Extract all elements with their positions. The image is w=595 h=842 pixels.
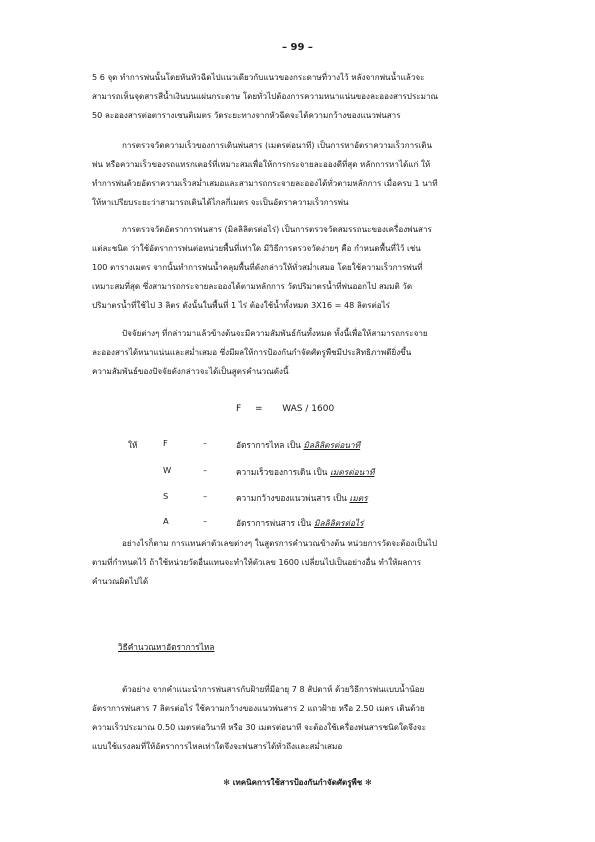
text-line: ความสัมพันธ์ของปัจจัยดังกล่าวจะได้เป็นสูตรคำนวณดังนี้ <box>92 366 289 376</box>
paragraph-spray-pattern <box>92 68 512 125</box>
text-line: ตามที่กำหนดไว้ ถ้าใช้หน่วยวัดอื่นแทนจะทำให้ตัวเลข 1600 เปลี่ยนไปเป็นอย่างอื่น ทำให้ผลการ <box>92 557 422 567</box>
flow-rate-formula <box>236 404 334 414</box>
definition-symbol: F <box>163 438 168 448</box>
definition-row <box>92 438 522 456</box>
text-line: คำนวณผิดไปได้ <box>92 576 149 586</box>
text-line: ปริมาตรน้ำที่ใช้ไป 3 ลิตร ดังนั้นในพื้นที่ 1 ไร่ ต้องใช้น้ำทั้งหมด 3X16 = 48 ลิตรต่อไร่ <box>92 300 390 310</box>
definition-symbol: A <box>163 516 169 526</box>
text-line: 50 ละอองสารต่อตารางเซนติเมตร วัดระยะทางจากหัวฉีดจะได้ความกว้างของแนวพ่นสาร <box>92 110 401 120</box>
definition-description: ความกว้างของแนวพ่นสาร เป็น <box>236 493 347 503</box>
text-line: ปัจจัยต่างๆ ที่กล่าวมาแล้วข้างต้นจะมีความสัมพันธ์กันทั้งหมด ทั้งนี้เพื่อให้สามารถกระจาย <box>122 328 428 338</box>
paragraph-relationship <box>92 324 512 381</box>
definition-symbol: S <box>163 491 169 501</box>
definition-row <box>92 516 522 534</box>
definition-row <box>92 491 522 509</box>
definition-text <box>236 438 360 452</box>
definition-dash: – <box>203 491 208 501</box>
definition-dash: – <box>203 516 208 526</box>
definition-symbol: W <box>163 465 172 475</box>
text-line: แต่ละชนิด ว่าใช้อัตราการพ่นต่อหน่วยพื้นที่เท่าใด มีวิธีการตรวจวัดง่ายๆ คือ กำหนดพื้นที่ไว้ เช่น <box>92 243 421 253</box>
formula-lhs: F <box>236 404 242 414</box>
text-line: ละอองสารได้หนาแน่นและสม่ำเสมอ ซึ่งมีผลให้การป้องกันกำจัดศัตรูพืชมีประสิทธิภาพดียิ่งขึ้น <box>92 347 412 357</box>
text-line: 100 ตารางเมตร จากนั้นทำการพ่นน้ำคลุมพื้นที่ดังกล่าวให้ทั่วสม่ำเสมอ โดยใช้ความเร็วการพ่นที่ <box>92 262 423 272</box>
definition-text <box>236 465 374 479</box>
page-footer: ✻ เทคนิคการใช้สารป้องกันกำจัดศัตรูพืช ✻ <box>223 778 372 787</box>
definition-description: อัตราการพ่นสาร เป็น <box>236 518 312 528</box>
paragraph-walking-speed <box>92 136 512 212</box>
definition-unit: เมตรต่อนาที <box>330 467 375 477</box>
definition-text <box>236 516 364 530</box>
section-heading: วิธีคำนวณหาอัตราการไหล <box>118 642 215 652</box>
text-line: 5 6 จุด ทำการพ่นนั้นโดยหันหัวฉีดไปแนวเดียวกับแนวของกระดาษที่วางไว้ หลังจากพ่นน้ำแล้วจะ <box>92 72 425 82</box>
definition-dash: – <box>203 465 208 475</box>
formula-rhs: WAS / 1600 <box>282 404 335 414</box>
text-line: สามารถเห็นจุดสารสีน้ำเงินบนแผ่นกระดาษ โดยทั่วไปต้องการความหนาแน่นของละอองสารประมาณ <box>92 91 439 101</box>
text-line: ความเร็วประมาณ 0.50 เมตรต่อวินาที หรือ 30 เมตรต่อนาที จะต้องใช้เครื่องพ่นสารชนิดใดจึงจะ <box>92 722 426 732</box>
text-line: อย่างไรก็ตาม การแทนค่าตัวเลขต่างๆ ในสูตรการคำนวณข้างต้น หน่วยการวัดจะต้องเป็นไป <box>122 538 438 548</box>
definition-text <box>236 491 368 505</box>
paragraph-units-note <box>92 534 512 591</box>
text-line: พ่น หรือความเร็วของรถแทรกเตอร์ที่เหมาะสมเพื่อให้การกระจายละอองดีที่สุด หลักการหาได้แก่ ให้ <box>92 159 431 169</box>
where-label: ให้ <box>128 440 138 450</box>
definition-row <box>92 465 522 483</box>
definition-description: ความเร็วของการเดิน เป็น <box>236 467 328 477</box>
text-line: ให้หาเปรียบระยะว่าสามารถเดินได้ไกลกี่เมตร จะเป็นอัตราความเร็วการพ่น <box>92 197 349 207</box>
paragraph-spray-rate <box>92 220 512 315</box>
text-line: ตัวอย่าง จากคำแนะนำการพ่นสารกับฝ้ายที่มีอายุ 7 8 สัปดาห์ ด้วยวิธีการพ่นแบบน้ำน้อย <box>122 684 425 694</box>
text-line: อัตราการพ่นสาร 7 ลิตรต่อไร่ ใช้ความกว้างของแนวพ่นสาร 2 แถวฝ้าย หรือ 2.50 เมตร เดินด้วย <box>92 703 425 713</box>
definition-unit: เมตร <box>349 493 368 503</box>
text-line: แบบใช้แรงลมที่ให้อัตราการไหลเท่าใดจึงจะพ่นสารได้ทั่วถึงและสม่ำเสมอ <box>92 741 343 751</box>
formula-equals: = <box>254 404 263 414</box>
text-line: เหมาะสมที่สุด ซึ่งสามารถกระจายละอองได้ตามหลักการ วัดปริมาตรน้ำที่พ่นออกไป สมมติ วัด <box>92 281 413 291</box>
definition-dash: – <box>203 438 208 448</box>
text-line: การตรวจวัดความเร็วของการเดินพ่นสาร (เมตรต่อนาที) เป็นการหาอัตราความเร็วการเดิน <box>122 140 433 150</box>
definition-unit: มิลลิลิตรต่อไร่ <box>314 518 364 528</box>
text-line: ทำการพ่นด้วยอัตราความเร็วสม่ำเสมอและสามารถกระจายละอองได้ทั่วตามหลักการ เมื่อครบ 1 นาที <box>92 178 438 188</box>
page-number: – 99 – <box>282 42 313 53</box>
text-line: การตรวจวัดอัตราการพ่นสาร (มิลลิลิตรต่อไร่) เป็นการตรวจวัดสมรรถนะของเครื่องพ่นสาร <box>122 224 432 234</box>
definition-unit: มิลลิลิตรต่อนาที <box>303 440 361 450</box>
definition-description: อัตราการไหล เป็น <box>236 440 301 450</box>
paragraph-example <box>92 680 512 756</box>
